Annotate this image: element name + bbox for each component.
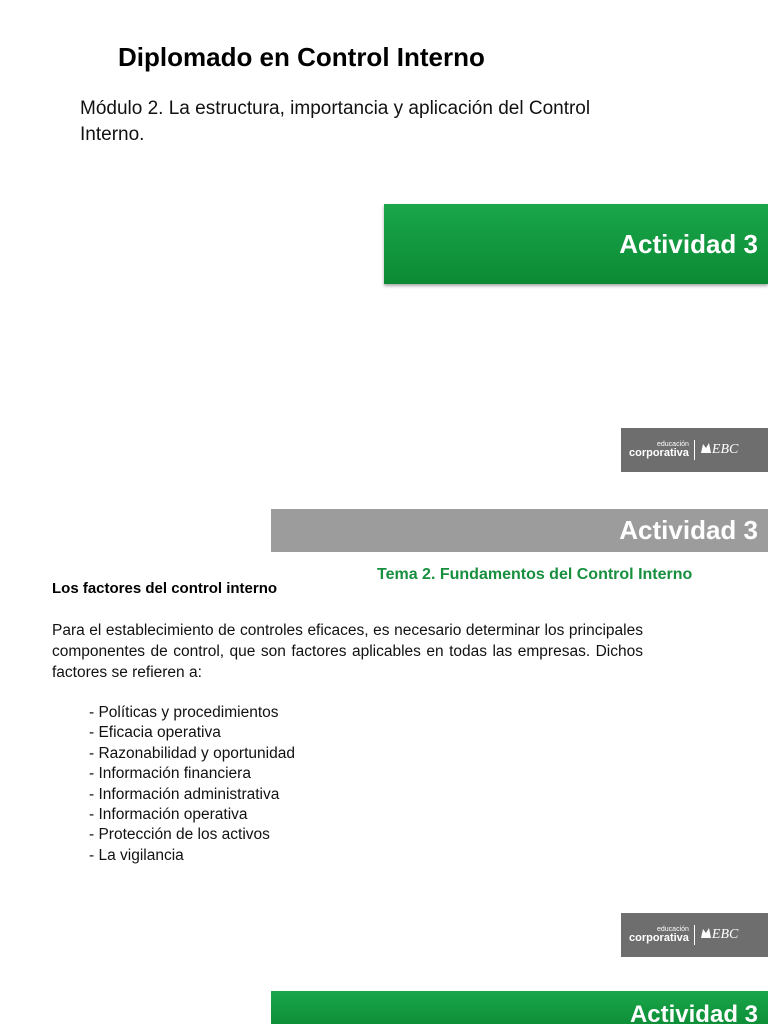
activity-banner-label: Actividad 3 bbox=[619, 228, 758, 259]
activity-banner-label: Actividad 3 bbox=[629, 1001, 758, 1024]
list-item: - Eficacia operativa bbox=[89, 724, 221, 742]
logo-wordmark bbox=[629, 441, 689, 459]
ebc-emblem-icon bbox=[700, 441, 712, 460]
logo-separator bbox=[694, 440, 695, 460]
list-item: - Razonabilidad y oportunidad bbox=[89, 744, 295, 762]
module-description: Módulo 2. La estructura, importancia y aplicación del Control Interno. bbox=[80, 98, 591, 145]
list-item: - Información operativa bbox=[89, 806, 248, 824]
list-item: - Información administrativa bbox=[89, 785, 280, 803]
ebc-logo bbox=[621, 913, 768, 957]
activity-banner-green bbox=[384, 204, 768, 284]
logo-line-corporativa: corporativa bbox=[629, 447, 689, 459]
logo-brand: EBC bbox=[711, 927, 739, 942]
logo-brand: EBC bbox=[711, 442, 739, 457]
section-heading: Los factores del control interno bbox=[52, 580, 278, 597]
activity-banner-gray bbox=[271, 509, 768, 552]
list-item: - Protección de los activos bbox=[89, 826, 270, 844]
ebc-logo bbox=[621, 428, 768, 472]
logo-wordmark bbox=[629, 926, 689, 944]
logo-separator bbox=[694, 925, 695, 945]
list-item: - La vigilancia bbox=[89, 846, 184, 864]
list-item: - Información financiera bbox=[89, 765, 251, 783]
activity-banner-green bbox=[271, 991, 768, 1024]
logo-line-educacion: educación bbox=[657, 926, 689, 933]
factors-list bbox=[89, 703, 295, 866]
logo-line-educacion: educación bbox=[657, 441, 689, 448]
activity-banner-label: Actividad 3 bbox=[619, 515, 758, 545]
list-item: - Políticas y procedimientos bbox=[89, 704, 279, 721]
topic-title: Tema 2. Fundamentos del Control Interno bbox=[377, 566, 693, 583]
intro-paragraph: Para el establecimiento de controles eficaces, es necesario determinar los principales componentes de control, que son factores aplicables en todas las empresas. Dichos factores se refieren a: bbox=[52, 622, 643, 681]
logo-line-corporativa: corporativa bbox=[629, 932, 689, 944]
page-title: Diplomado en Control Interno bbox=[118, 42, 485, 72]
ebc-emblem-icon bbox=[700, 926, 712, 945]
